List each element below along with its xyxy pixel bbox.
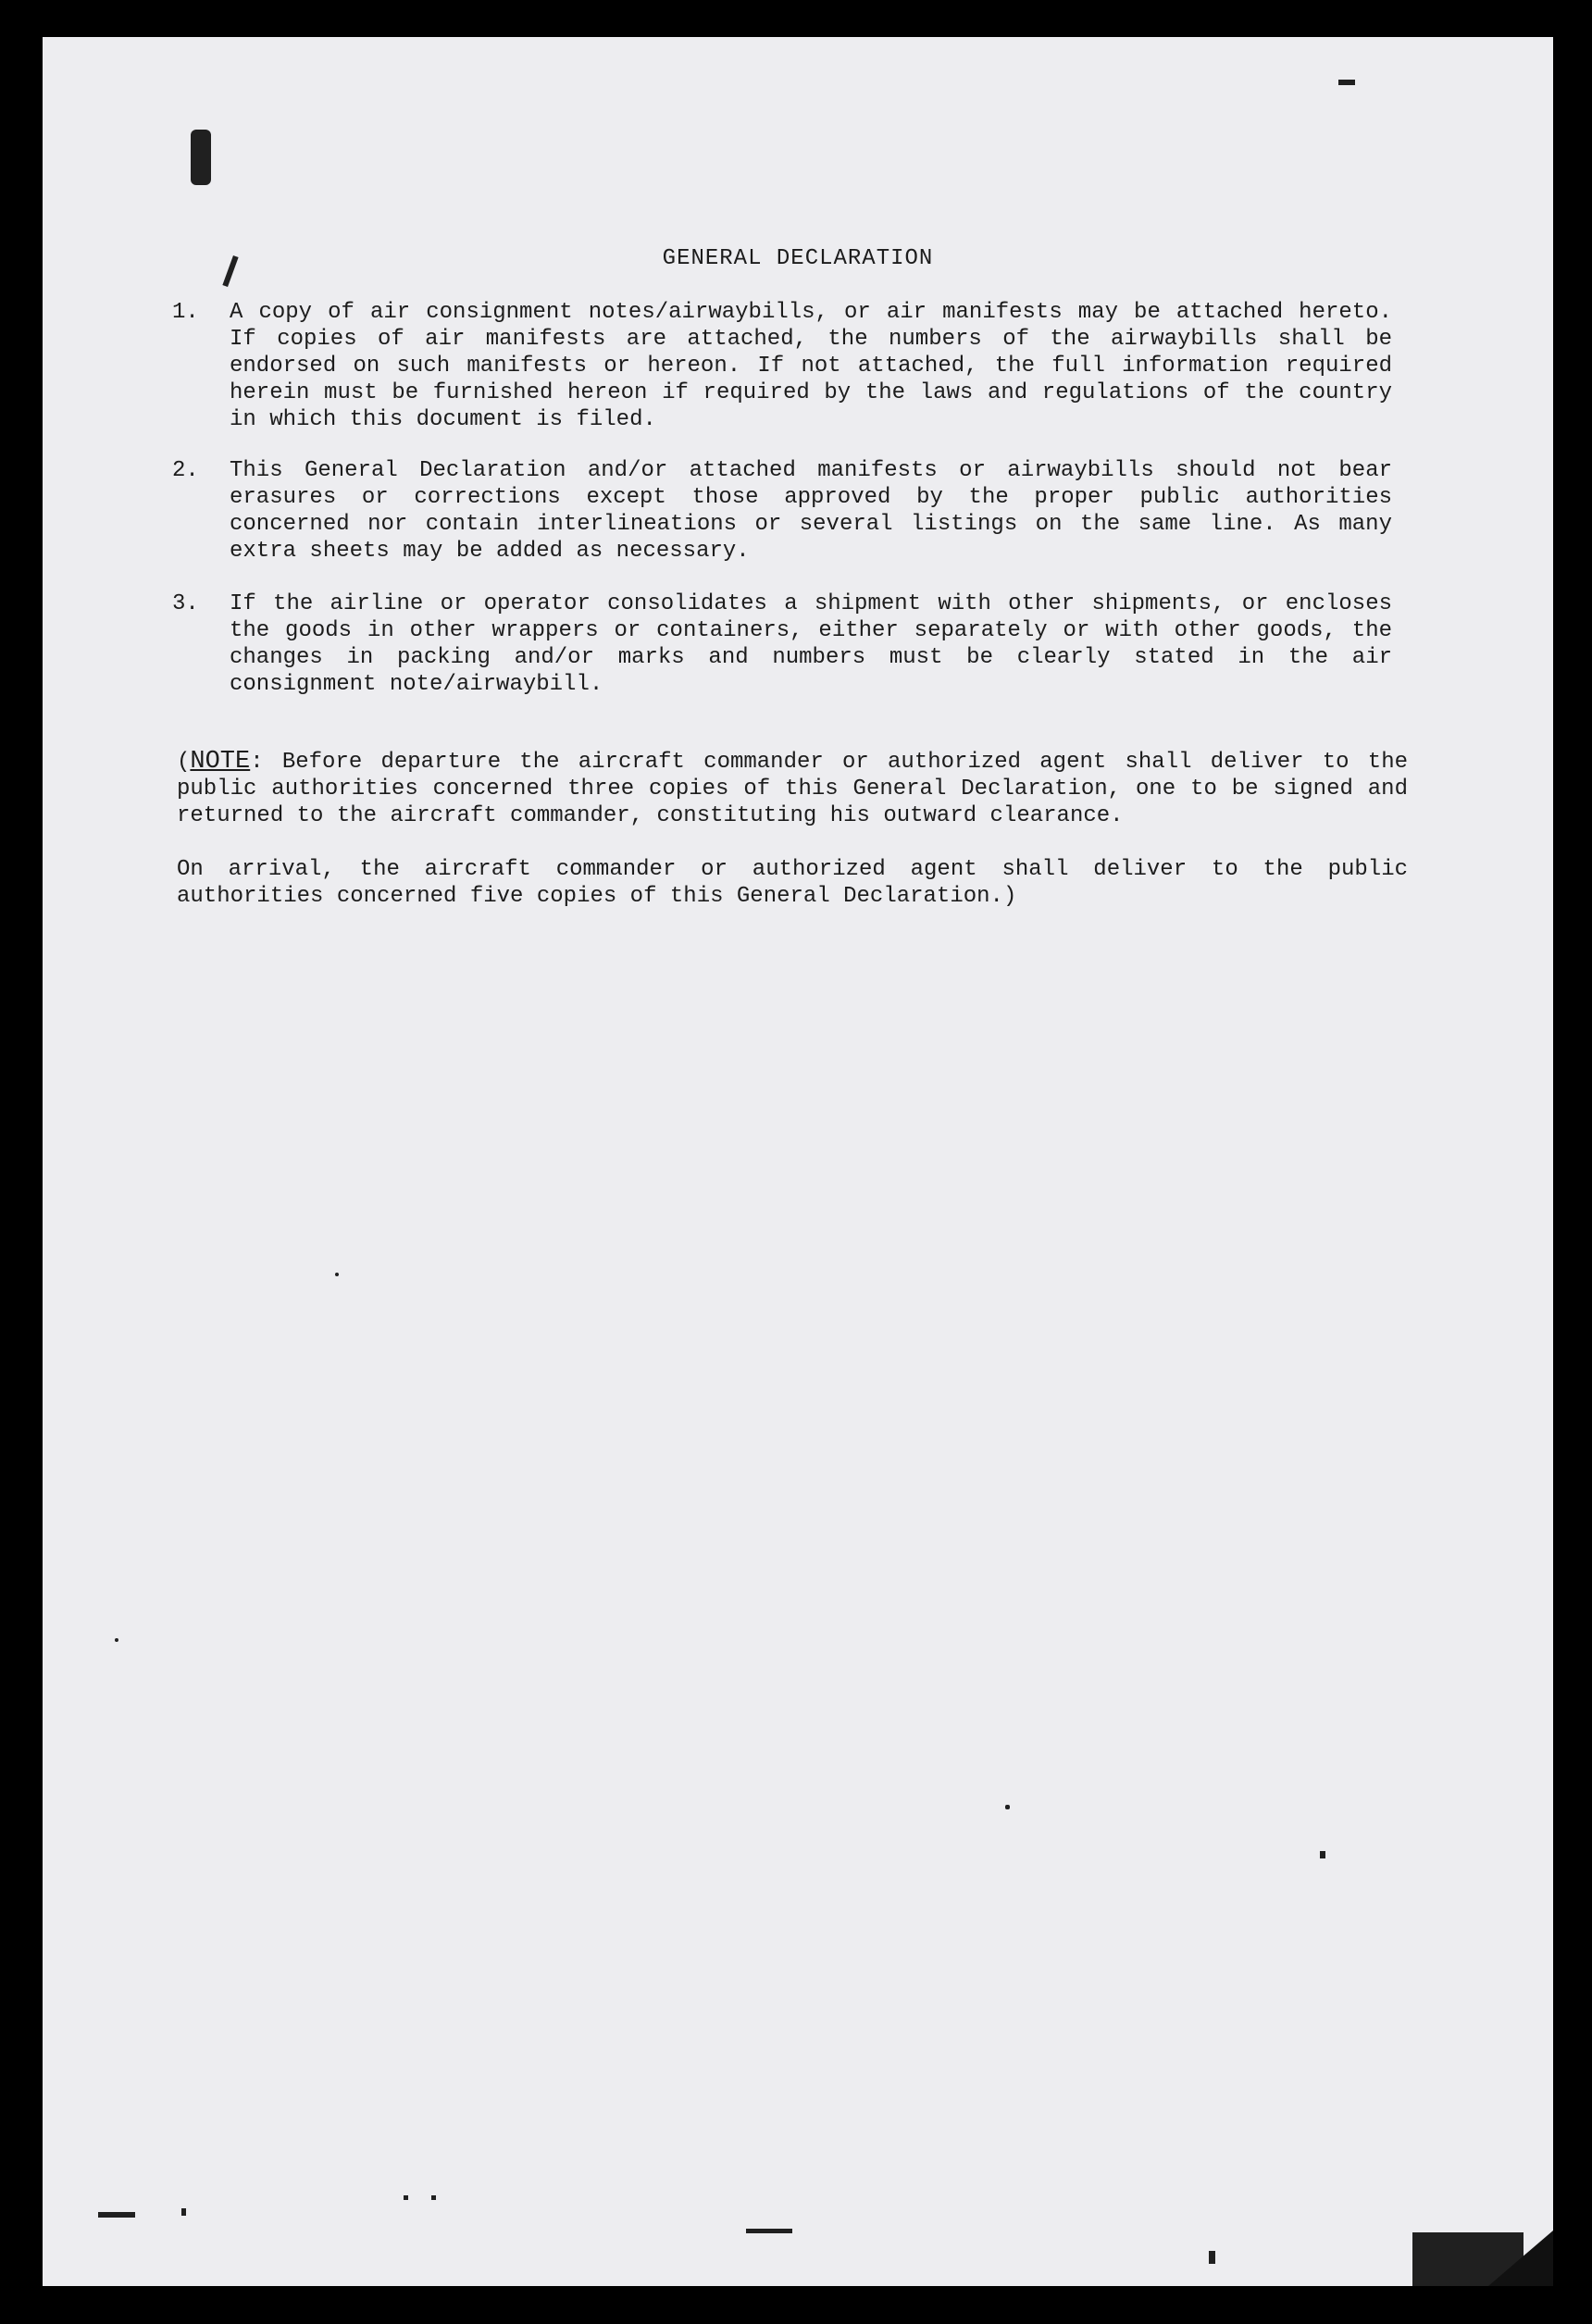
- speck: [181, 2208, 186, 2216]
- item-number: 1.: [172, 300, 199, 325]
- speck: [404, 2195, 408, 2200]
- speck: [1320, 1851, 1325, 1858]
- note-open-paren: (: [177, 750, 191, 775]
- item-number: 3.: [172, 591, 199, 616]
- page-title: GENERAL DECLARATION: [662, 246, 934, 271]
- item-number: 2.: [172, 458, 199, 483]
- note-colon: :: [250, 750, 264, 775]
- note-label: NOTE: [190, 748, 251, 776]
- speck: [335, 1273, 339, 1276]
- speck: [115, 1638, 118, 1642]
- pen-mark: [1338, 80, 1355, 85]
- speck: [431, 2195, 436, 2200]
- item-text: This General Declaration and/or attached manifests or airwaybills should not bear erasures or corrections except those approved by the proper public authorities concerned nor contain interlineations or several listings on the same line. As many extra sheets may be added as necessary.: [230, 458, 1392, 564]
- item-text: If the airline or operator consolidates a shipment with other shipments, or encloses the goods in other wrappers or containers, either separately or with other goods, the changes in packing and/or marks and numbers must be clearly stated in the air consignment note/airwaybill.: [230, 591, 1392, 697]
- speck: [1005, 1805, 1010, 1809]
- speck: [1209, 2251, 1215, 2264]
- item-text: A copy of air consignment notes/airwaybills, or air manifests may be attached hereto. If copies of air manifests are attached, the numbers of the airwaybills shall be endorsed on such manifests or hereon. If not attached, the full information required herein must be furnished hereon if required by the laws and regulations of the country in which this document is filed.: [230, 300, 1392, 432]
- note-text: Before departure the aircraft commander or authorized agent shall deliver to the public authorities concerned three copies of this General Declaration, one to be signed and returned to the aircraft commander, constituting his outward clearance.: [177, 750, 1408, 828]
- speck: [98, 2212, 135, 2218]
- arrival-paragraph: On arrival, the aircraft commander or authorized agent shall deliver to the public authorities concerned five copies of this General Declaration.): [177, 857, 1408, 909]
- note-paragraph: [177, 749, 1408, 829]
- document-page: [43, 37, 1553, 2286]
- speck: [746, 2229, 792, 2233]
- stamp-mark: [191, 130, 211, 185]
